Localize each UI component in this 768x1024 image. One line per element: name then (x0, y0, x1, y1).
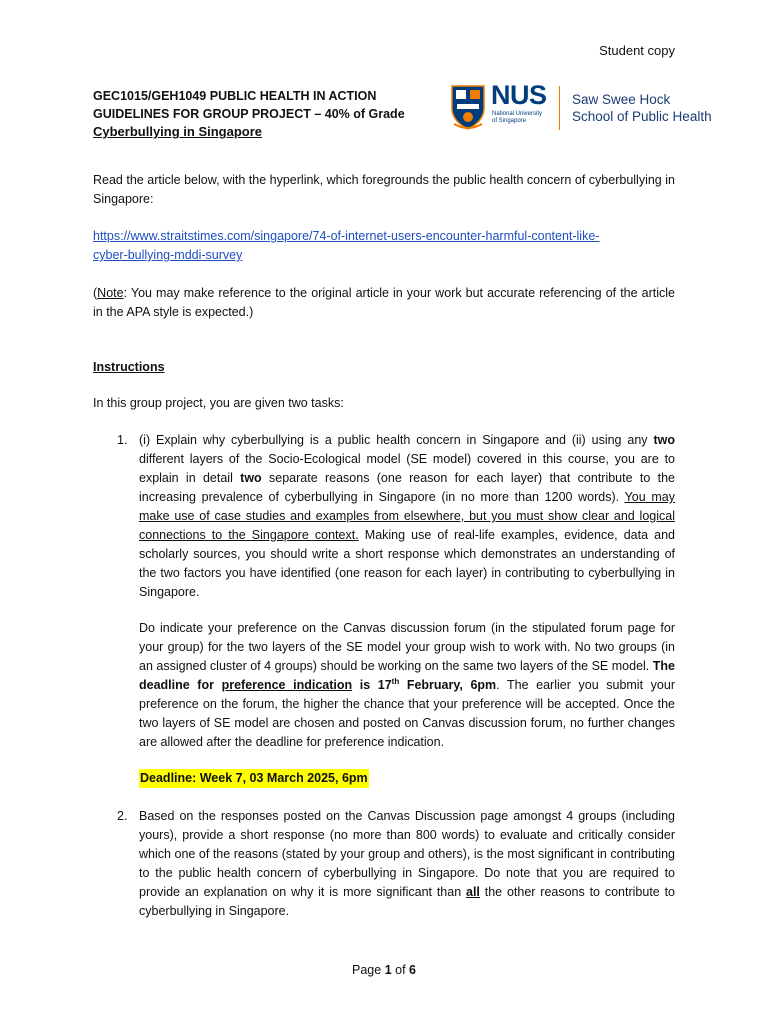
task-1-text-b: two (653, 433, 675, 447)
page-total: 6 (409, 963, 416, 977)
task-1-text-g: Making use of real-life examples, evidence, data and scholarly sources, you should write a short response which demonstrates an understanding of the two factors you have identified (one reason for each layer) in contributing to cyberbullying in Singapore. (139, 528, 676, 599)
task-1-p2-text-e: February, 6pm (399, 678, 497, 692)
task-1-p2-text-d: is 17 (352, 678, 392, 692)
task-1-text-d: two (240, 471, 262, 485)
task-1-p2-text-f: . The earlier you submit your preference on the forum, the higher the chance that your preference will be accepted. Once the two layers of SE model are chosen and posted on Canvas discussion forum, no further changes are allowed after the deadline for preference indication. (139, 678, 675, 749)
intro-paragraph: Read the article below, with the hyperlink, which foregrounds the public health concern of cyberbullying in Singapore: (93, 173, 675, 206)
task-1-p2-text-c: preference indication (221, 678, 353, 692)
note-paragraph (93, 284, 675, 322)
task-1-text-c: different layers of the Socio-Ecological model (SE model) covered in this course, you are to explain in detail (139, 452, 675, 485)
document-header (93, 88, 405, 141)
nus-sph-logo (450, 80, 720, 134)
course-title: GEC1015/GEH1049 PUBLIC HEALTH IN ACTION (93, 89, 377, 103)
nus-crest-icon (450, 84, 486, 130)
task-1-paragraph-1 (139, 431, 675, 602)
task-2-text-b: all (466, 885, 480, 899)
nus-subtitle-line-1: National University (492, 111, 543, 117)
task-1-text-f: You may make use of case studies and examples from elsewhere, but you must show clear and logical connections to the Singapore context. (139, 490, 675, 542)
article-link-line-2[interactable]: cyber-bullying-mddi-survey (93, 248, 243, 262)
task-1-deadline: Deadline: Week 7, 03 March 2025, 6pm (139, 769, 369, 788)
note-label: Note (97, 286, 124, 300)
logo-divider (559, 86, 560, 130)
page-current: 1 (384, 963, 392, 977)
nus-subtitle (492, 111, 552, 125)
student-copy-label: Student copy (599, 43, 675, 58)
instructions-heading: Instructions (93, 360, 165, 374)
task-1-number: 1. (117, 433, 128, 447)
article-link-line-1[interactable]: https://www.straitstimes.com/singapore/74-of-internet-users-encounter-harmful-content-like- (93, 229, 600, 243)
page-word: Page (352, 963, 385, 977)
school-name-line-1: Saw Swee Hock (572, 92, 671, 107)
task-1-p2-text-b: The deadline for (139, 659, 675, 692)
task-2-text-a: Based on the responses posted on the Canvas Discussion page amongst 4 groups (including yours), provide a short response (no more than 800 words) to evaluate and critically consider which one of the reasons (stated by your group and others), is the most significant in contributing to the public health concern of cyberbullying in Singapore. Do note that you are required to provide an explanation on why it is more significant than (139, 809, 675, 899)
of-word: of (391, 963, 410, 977)
task-1-paragraph-2 (139, 619, 675, 752)
nus-subtitle-line-2: of Singapore (492, 118, 527, 124)
project-title: Cyberbullying in Singapore (93, 124, 263, 139)
school-name-line-2: School of Public Health (572, 108, 712, 124)
guidelines-title: GUIDELINES FOR GROUP PROJECT – 40% of Grade (93, 106, 405, 121)
instructions-intro: In this group project, you are given two tasks: (93, 396, 344, 410)
school-name (572, 92, 712, 125)
task-1-text-e: separate reasons (one reason for each layer) that contribute to the increasing prevalence of cyberbullying in Singapore (in no more than 1200 words). (139, 471, 675, 504)
article-hyperlink[interactable] (93, 227, 675, 265)
note-text: : You may make reference to the original article in your work but accurate referencing of the article in the APA style is expected.) (93, 286, 675, 319)
page-footer (0, 963, 768, 977)
task-1-text-a: (i) Explain why cyberbullying is a public health concern in Singapore and (ii) using any (139, 433, 654, 447)
task-2-paragraph (139, 807, 675, 921)
task-1-p2-superscript: th (391, 676, 400, 686)
task-2-number: 2. (117, 809, 128, 823)
task-2-text-c: the other reasons to contribute to cyberbullying in Singapore. (139, 885, 676, 918)
note-open-paren: ( (93, 286, 98, 300)
task-1-p2-text-a: Do indicate your preference on the Canvas discussion forum (in the stipulated forum page for your group) for the two layers of the SE model your group wish to work with. No two groups (in an assigned cluster of 4 groups) should be working on the same two layers of the SE model. (139, 621, 675, 673)
nus-wordmark: NUS (491, 80, 547, 110)
